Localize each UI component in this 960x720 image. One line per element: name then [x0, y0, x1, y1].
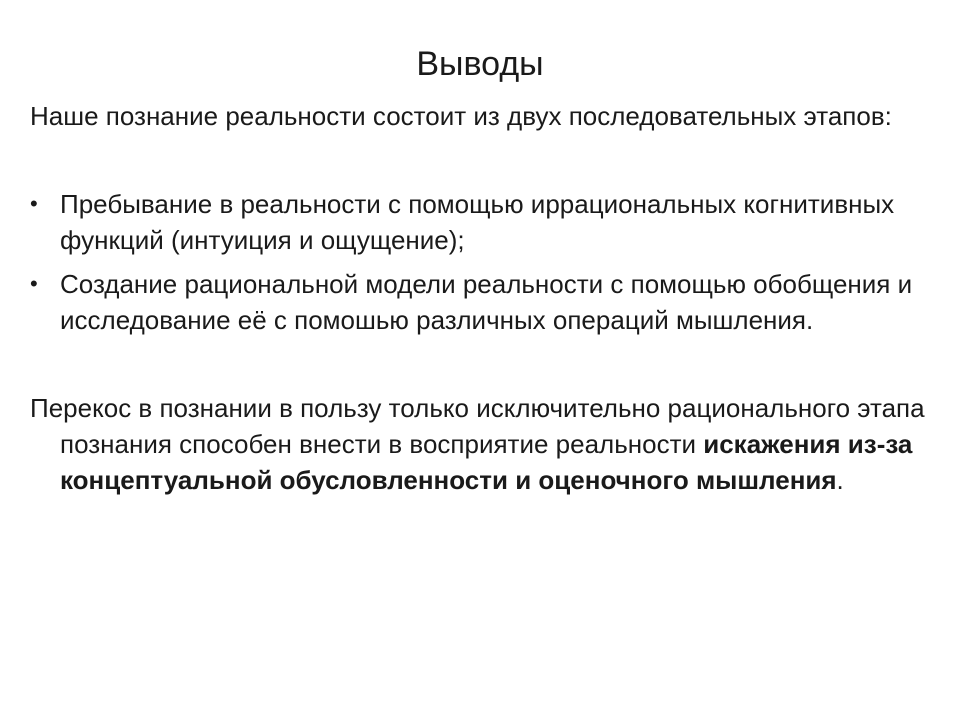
bullet-marker: • [30, 191, 38, 216]
conclusion-text: Перекос в познании в пользу только исключительно рационального этапа познания способен внести в восприятие реальности [30, 393, 925, 459]
conclusion-period: . [836, 465, 844, 495]
conclusion-paragraph [30, 390, 930, 498]
intro-paragraph: Наше познание реальности состоит из двух последовательных этапов: [30, 101, 892, 131]
conclusion-emphasis: искажения из-за концептуальной обусловленности и оценочного мышления [60, 429, 913, 495]
slide-content [30, 98, 930, 498]
bullet-item [30, 186, 930, 258]
slide-title: Выводы [416, 45, 544, 83]
bullet-text: Создание рациональной модели реальности с помощью обобщения и исследование её с помошью различных операций мышления. [60, 269, 913, 335]
bullet-text: Пребывание в реальности с помощью иррациональных когнитивных функций (интуиция и ощущение); [60, 189, 895, 255]
bullet-marker: • [30, 271, 38, 296]
bullet-item [30, 266, 930, 338]
